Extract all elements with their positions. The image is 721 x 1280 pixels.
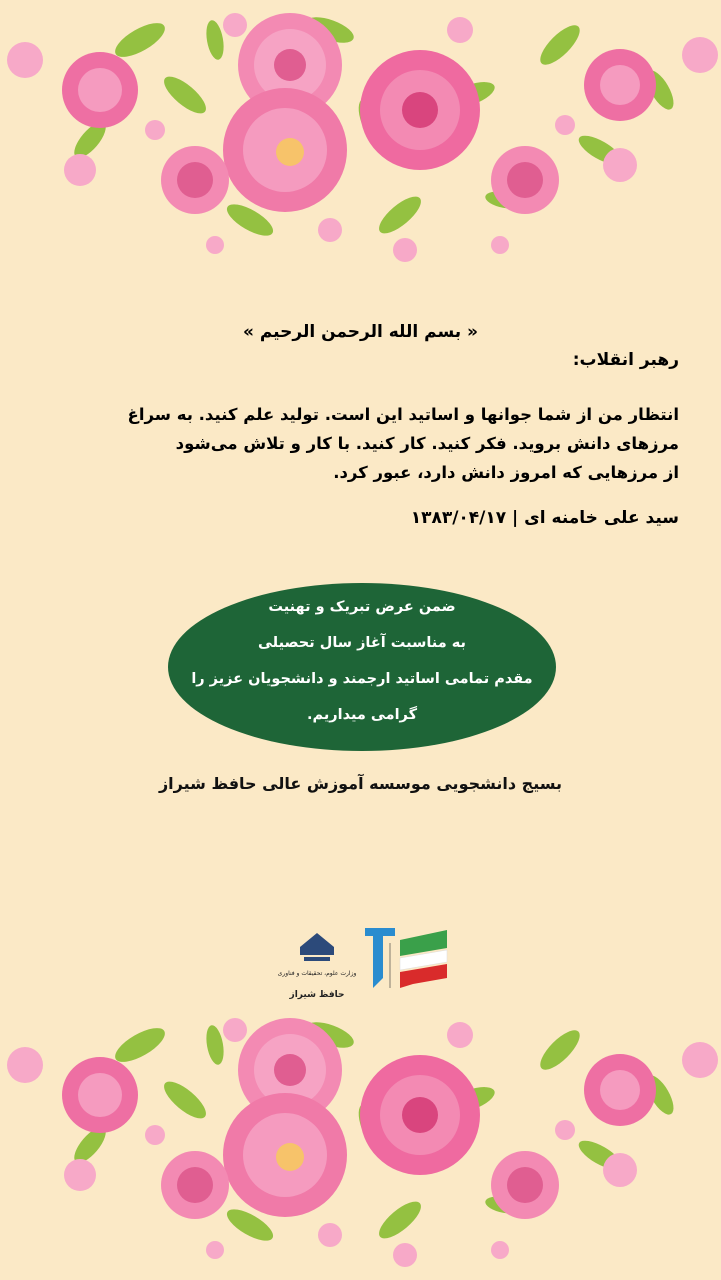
quote-line: مرزهای دانش بروید. فکر کنید. کار کنید. با کار و تلاش می‌شود bbox=[175, 434, 679, 453]
footer-organization: بسیج دانشجویی موسسه آموزش عالی حافظ شیراز bbox=[158, 774, 563, 793]
bismillah: « بسم الله الرحمن الرحیم » bbox=[242, 322, 479, 342]
greeting-line: به مناسبت آغاز سال تحصیلی bbox=[258, 635, 466, 651]
greeting-line: ضمن عرض تبریک و تهنیت bbox=[268, 599, 456, 615]
hafez-logo-text: حافظ شیراز bbox=[289, 990, 345, 1000]
basij-logo bbox=[355, 918, 450, 998]
quote-line: از مرزهایی که امروز دانش دارد، عبور کرد. bbox=[333, 463, 679, 482]
quote bbox=[34, 400, 679, 487]
floral-border-top bbox=[0, 0, 721, 285]
signature: سید علی خامنه ای | ۱۳۸۳/۰۴/۱۷ bbox=[410, 508, 679, 528]
leader-label: رهبر انقلاب: bbox=[572, 350, 679, 370]
quote-line: انتظار من از شما جوانها و اساتید این است. تولید علم کنید. به سراغ bbox=[127, 405, 679, 424]
greeting-line: گرامی میداریم. bbox=[306, 707, 418, 723]
ministry-logo-text: وزارت علوم، تحقیقات و فناوری bbox=[277, 970, 357, 977]
greeting-line: مقدم تمامی اساتید ارجمند و دانشجویان عزیز را bbox=[191, 671, 533, 687]
ministry-logo bbox=[277, 925, 357, 1010]
greeting-ellipse bbox=[168, 583, 556, 751]
floral-border-bottom bbox=[0, 1000, 721, 1280]
